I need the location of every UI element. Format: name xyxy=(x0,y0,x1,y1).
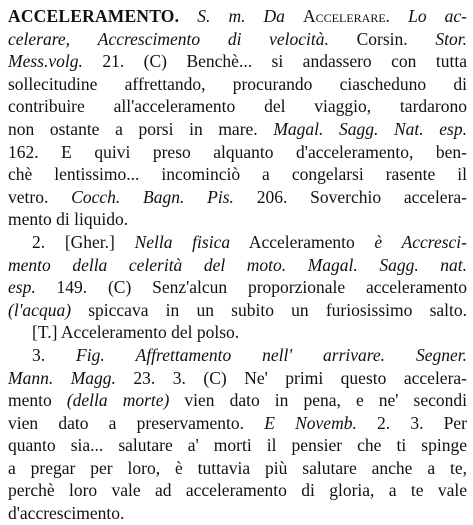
entry-line: d'accrescimento. xyxy=(8,503,125,524)
citation: Corsin. xyxy=(328,28,436,49)
entry-line: non ostante a porsi in mare. Magal. Sagg. Nat. esp. xyxy=(8,118,467,139)
citation-title: Magal. Sagg. Nat. esp. xyxy=(273,118,467,139)
sense-2-start: 2. [Gher.] Nella fisica Acceleramento è Accresci- xyxy=(32,231,467,252)
citation-title: E Novemb. xyxy=(264,412,357,433)
cross-reference: Accelerare xyxy=(303,6,386,26)
definition-text: Lo ac- xyxy=(408,6,468,26)
definition-text: è Accresci- xyxy=(374,231,467,252)
citation-title: Mann. Magg. xyxy=(8,367,116,388)
entry-line: contribuire all'acceleramento del viaggio, tardarono xyxy=(8,96,467,117)
sense-number: 2. [Gher.] xyxy=(32,231,135,252)
citation-title: Stor. xyxy=(435,28,467,49)
entry-line: perchè loro vale ad acceleramento di gloria, a te vale xyxy=(8,480,467,501)
entry-line: vien dato a preservamento. E Novemb. 2. 3. Per xyxy=(8,412,467,433)
entry-line: mento (della morte) vien dato in pena, e ne' secondi xyxy=(8,390,467,411)
citation-title: Mess.volg. xyxy=(8,51,83,72)
definition-text: Affrettamento nell' arrivare. Segner. xyxy=(135,344,467,365)
sense-3-start xyxy=(8,344,467,367)
entry-line: 162. E quivi preso alquanto d'acceleramento, ben- xyxy=(8,141,467,162)
entry-line: a pregar per loro, è tuttavia più salutare anche a te, xyxy=(8,457,467,478)
entry-line: Mann. Magg. 23. 3. (C) Ne' primi questo accelera- xyxy=(8,367,467,388)
headword: ACCELERAMENTO. xyxy=(8,6,180,26)
entry-line: quanto sia... salutare a' morti il pensier che ti spinge xyxy=(8,435,467,456)
entry-line: chè lentissimo... incominciò a congelarsi rasente il xyxy=(8,164,467,185)
entry-line: mento della celerità del moto. Magal. Sagg. nat. xyxy=(8,254,467,275)
gloss: (l'acqua) xyxy=(8,299,72,320)
grammar-note: S. m. Da xyxy=(197,6,285,26)
entry-line: mento di liquido. xyxy=(8,209,129,230)
sense-number: 3. xyxy=(32,344,46,365)
entry-line: celerare, Accrescimento di velocità. Corsin. Stor. xyxy=(8,28,467,49)
usage-label: Fig. xyxy=(76,344,105,365)
entry-line: esp. 149. (C) Senz'alcun proporzionale acceleramento xyxy=(8,277,467,298)
definition-text: Accrescimento di velocità. xyxy=(97,28,329,49)
entry-line: [T.] Acceleramento del polso. xyxy=(32,322,240,343)
entry-line: (l'acqua) spiccava in un subito un furiosissimo salto. xyxy=(8,299,467,320)
entry-line: vetro. Cocch. Bagn. Pis. 206. Soverchio accelera- xyxy=(8,186,467,207)
domain-label: Nella fisica xyxy=(134,231,231,252)
entry-line: ACCELERAMENTO. S. m. Da Accelerare. Lo ac- xyxy=(8,6,468,26)
citation-title: esp. xyxy=(8,277,36,298)
gloss: (della morte) xyxy=(66,390,170,411)
entry-line: sollecitudine affrettando, procurando ciascheduno di xyxy=(8,73,467,94)
citation-title: Cocch. Bagn. Pis. xyxy=(71,186,234,207)
entry-line: Mess.volg. 21. (C) Benchè... si andassero con tutta xyxy=(8,51,467,72)
